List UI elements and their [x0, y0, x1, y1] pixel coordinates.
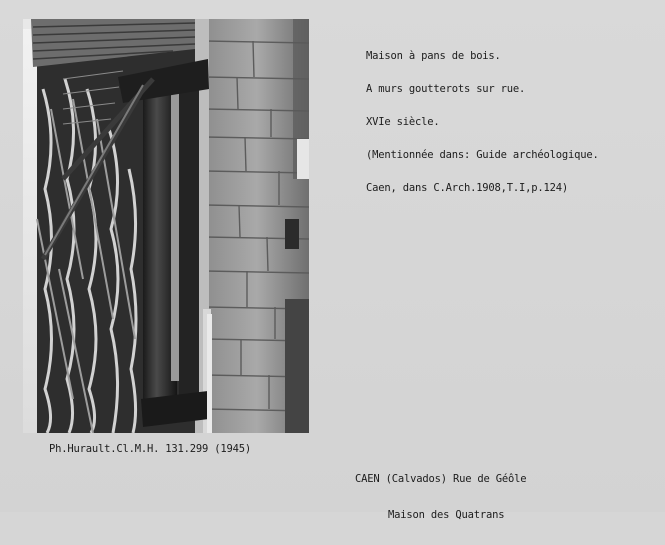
description-line: Maison à pans de bois.	[366, 50, 501, 62]
photo-credit: Ph.Hurault.Cl.M.H. 131.299 (1945)	[49, 443, 252, 455]
description-line: (Mentionnée dans: Guide archéologique.	[366, 149, 599, 161]
description-line: XVIe siècle.	[366, 116, 440, 128]
description-line: A murs goutterots sur rue.	[366, 83, 526, 95]
location-line-2: Maison des Quatrans	[388, 509, 505, 521]
description-block	[366, 29, 599, 216]
description-line: Caen, dans C.Arch.1908,T.I,p.124)	[366, 182, 569, 194]
building-photograph	[23, 19, 309, 433]
location-caption	[355, 449, 526, 545]
timber-frame-house-image	[23, 19, 309, 433]
location-line-1: CAEN (Calvados) Rue de Géôle	[355, 473, 527, 485]
